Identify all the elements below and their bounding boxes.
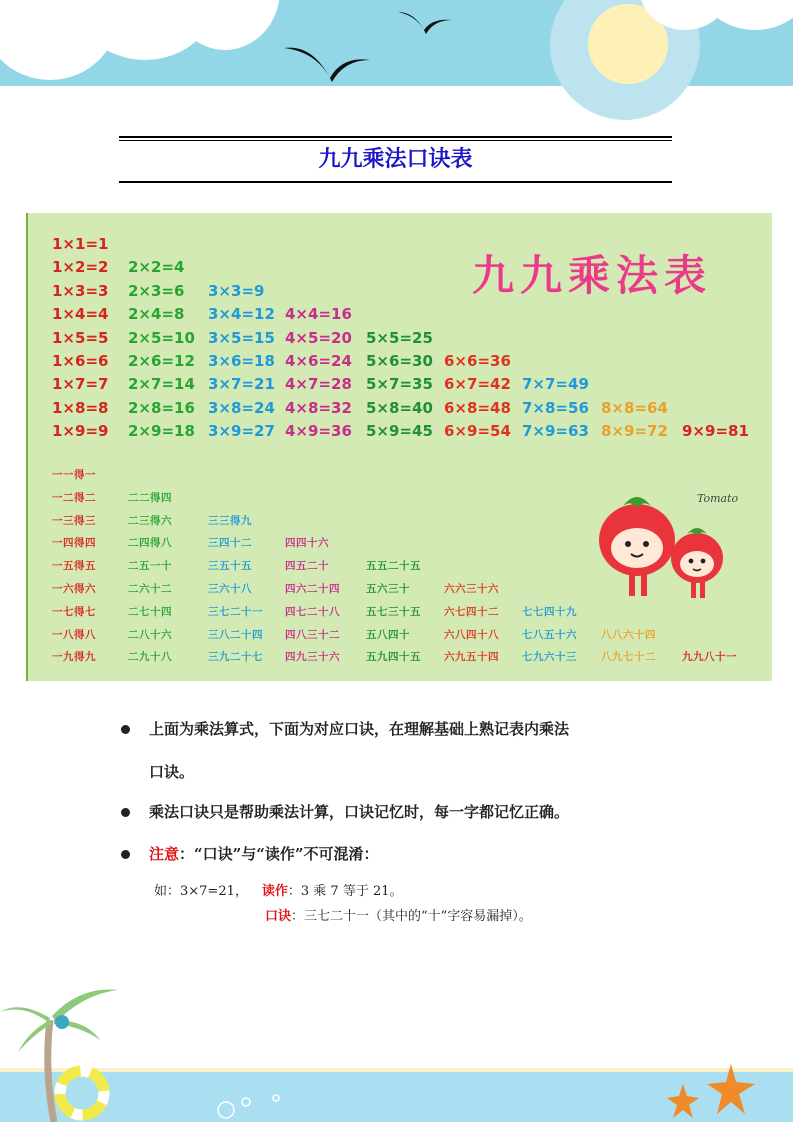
chant-cell: 一五得五 [52,560,96,573]
equation-cell: 2×5=10 [128,328,195,347]
equation-cell: 2×3=6 [128,281,185,300]
chant-cell: 一九得九 [52,651,96,664]
equation-cell: 3×6=18 [208,352,275,370]
chant-cell: 一六得六 [52,583,96,595]
equation-cell: 6×9=54 [444,422,511,441]
equation-cell: 5×7=35 [366,375,433,394]
chant-cell: 九九八十一 [682,651,737,664]
chant-cell: 六九五十四 [444,651,499,664]
chant-cell: 二八十六 [128,628,172,641]
equation-cell: 5×9=45 [366,422,433,441]
equation-cell: 1×4=4 [52,305,109,324]
read-label: 读作 [261,884,288,899]
equation-cell: 2×8=16 [128,398,195,417]
equation-cell: 4×9=36 [285,422,352,441]
chant-cell: 一七得七 [52,605,96,618]
chant-cell: 一四得四 [52,537,96,550]
equation-cell: 3×5=15 [208,328,275,347]
example-prefix: 如：3×7=21， [154,884,248,899]
equation-cell: 3×9=27 [208,422,275,441]
read-text: ：3 乘 7 等于 21。 [287,884,403,899]
chant-cell: 三七二十一 [208,605,263,618]
bullet-icon [121,850,130,859]
chant-cell: 六七四十二 [444,605,499,618]
bird-icon [396,8,454,36]
note-2: 乘法口诀只是帮助乘法计算，口诀记忆时，每一字都记忆正确。 [149,803,570,821]
starfish-icon [665,1062,757,1120]
equation-cell: 7×8=56 [522,398,589,417]
equation-cell: 4×5=20 [285,328,352,347]
equation-cell: 2×9=18 [128,422,195,441]
equation-cell: 1×3=3 [52,281,109,300]
equation-cell: 2×4=8 [128,305,185,324]
equation-cell: 1×5=5 [52,328,109,347]
equation-cell: 4×4=16 [285,305,352,324]
bird-icon [282,38,372,84]
mascot-label: Tomato [697,492,739,505]
chant-cell: 一二得二 [52,491,96,504]
note-3-text: ：“口诀”与“读作”不可混淆： [179,845,379,863]
equation-cell: 5×8=40 [366,398,433,417]
tomato-mascot-icon [593,478,739,608]
chant-cell: 七九六十三 [522,651,577,664]
board-title: 九九乘法表 [472,251,713,300]
equation-cell: 4×6=24 [285,352,352,370]
multiplication-table-board [26,213,772,681]
chant-cell: 六六三十六 [444,583,499,595]
title-bottom-rule [119,181,672,183]
cloud-icon [700,0,810,30]
chant-cell: 五八四十 [366,628,410,641]
chant-cell: 三四十二 [208,537,252,550]
equation-cell: 4×8=32 [285,398,352,417]
equation-cell: 7×9=63 [522,422,589,441]
bullet-icon [121,808,130,817]
bullet-icon [121,725,130,734]
chant-cell: 三八二十四 [208,628,263,641]
chant-cell: 八八六十四 [601,628,656,641]
chant-cell: 五五二十五 [366,560,421,573]
equation-cell: 2×6=12 [128,352,195,370]
chant-cell: 六八四十八 [444,628,499,641]
chant-cell: 三六十八 [208,583,252,595]
chant-cell: 一三得三 [52,514,96,527]
title-top-rule [119,136,672,138]
equation-cell: 8×9=72 [601,422,668,441]
chant-cell: 二三得六 [128,514,172,527]
equation-cell: 2×7=14 [128,375,195,394]
chant-cell: 四七二十八 [285,605,340,618]
equation-cell: 9×9=81 [682,422,749,441]
equation-cell: 2×2=4 [128,258,185,277]
chant-cell: 一一得一 [52,469,96,481]
equation-cell: 1×1=1 [52,235,109,253]
chant-cell: 八九七十二 [601,651,656,664]
chant-cell: 三九二十七 [208,651,263,664]
equation-cell: 1×2=2 [52,258,109,277]
title-top-rule-thin [119,140,672,141]
chant-cell: 三五十五 [208,560,252,573]
note-3 [149,843,379,864]
chant-cell: 二五一十 [128,560,172,573]
chant-cell: 二六十二 [128,583,172,595]
chant-cell: 七八五十六 [522,628,577,641]
chant-cell: 四六二十四 [285,583,340,595]
chant-cell: 五七三十五 [366,605,421,618]
chant-cell: 四五二十 [285,560,329,573]
chant-cell: 四四十六 [285,537,329,550]
chant-cell: 二四得八 [128,537,172,550]
header-sky-decoration [0,0,793,86]
chant-cell: 三三得九 [208,514,252,527]
chant-cell: 二九十八 [128,651,172,664]
equation-cell: 6×7=42 [444,375,511,394]
note-3-label: 注意 [149,845,180,863]
note-1-line-1: 上面为乘法算式，下面为对应口诀，在理解基础上熟记表内乘法 [149,720,570,738]
chant-label: 口诀 [265,909,292,924]
chant-cell: 二二得四 [128,491,172,504]
swim-ring-icon [54,1065,110,1121]
equation-cell: 1×6=6 [52,352,109,370]
chant-cell: 七七四十九 [522,605,577,618]
chant-cell: 二七十四 [128,605,172,618]
bubbles-icon [214,1092,284,1122]
equation-cell: 6×8=48 [444,398,511,417]
example-line-1 [154,880,403,899]
chant-cell: 四九三十六 [285,651,340,664]
equation-cell: 3×3=9 [208,281,265,300]
chant-cell: 一八得八 [52,628,96,641]
chant-cell: 五六三十 [366,583,410,595]
equation-cell: 1×8=8 [52,398,109,417]
equation-cell: 3×8=24 [208,398,275,417]
page-title: 九九乘法口诀表 [318,146,473,172]
chant-cell: 五九四十五 [366,651,421,664]
note-1-line-2: 口诀。 [149,763,195,781]
equation-cell: 3×7=21 [208,375,275,394]
equation-cell: 4×7=28 [285,375,352,394]
equation-cell: 1×7=7 [52,375,109,394]
chant-cell: 四八三十二 [285,628,340,641]
equation-cell: 6×6=36 [444,352,511,370]
equation-cell: 5×5=25 [366,328,433,347]
equation-cell: 7×7=49 [522,375,589,394]
example-line-2 [265,905,532,924]
equation-cell: 1×9=9 [52,422,109,441]
equation-cell: 3×4=12 [208,305,275,324]
equation-cell: 8×8=64 [601,398,668,417]
equation-cell: 5×6=30 [366,352,433,370]
chant-text: ：三七二十一（其中的“十”字容易漏掉）。 [291,909,532,924]
